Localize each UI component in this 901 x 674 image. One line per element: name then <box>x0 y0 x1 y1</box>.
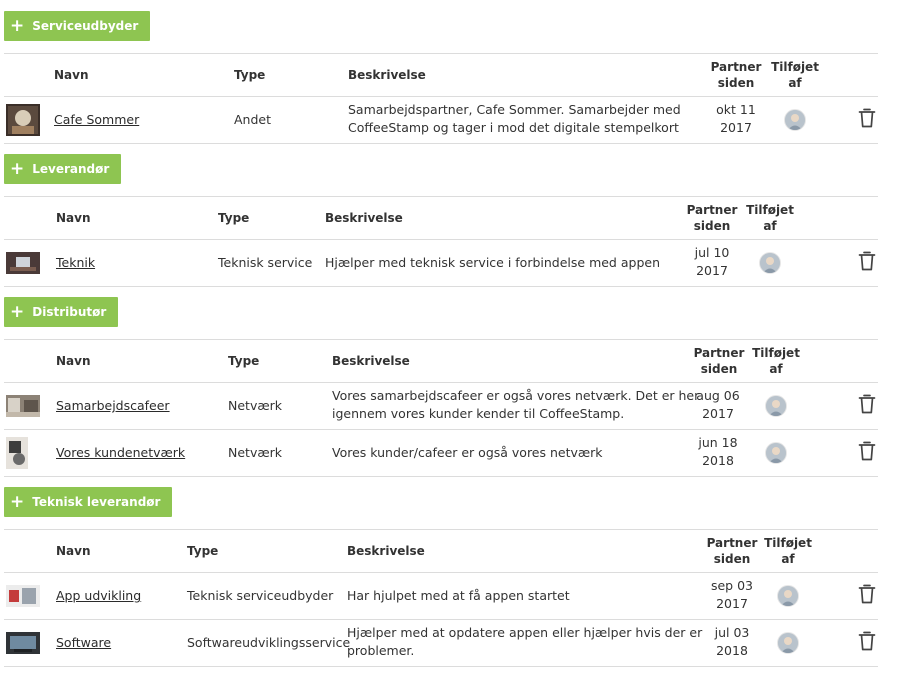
added-by-avatar[interactable] <box>784 109 806 131</box>
header-partner-siden <box>691 345 747 377</box>
description-line1: Samarbejdspartner, Cafe Sommer. Samarbejder med <box>348 102 681 117</box>
added-by-avatar[interactable] <box>777 632 799 654</box>
add-serviceudbyder-button[interactable] <box>4 11 150 41</box>
plus-icon: + <box>10 491 25 512</box>
add-teknisk-leverandor-button[interactable] <box>4 487 172 517</box>
header-tilfojet-line1: Tilføjet <box>771 60 819 74</box>
header-partner-line2: siden <box>713 552 751 566</box>
header-partner-line2: siden <box>700 362 738 376</box>
header-tilfojet-af <box>763 535 813 567</box>
partner-since-date <box>702 624 762 660</box>
partner-name-link[interactable]: Teknik <box>56 255 96 270</box>
header-tilfojet-line2: af <box>769 362 783 376</box>
date-line1: okt 11 <box>716 102 756 117</box>
header-partner-siden <box>708 59 764 91</box>
add-distributor-button[interactable] <box>4 297 118 327</box>
add-leverandor-button[interactable] <box>4 154 121 184</box>
description-line2: problemer. <box>347 643 415 658</box>
partner-thumbnail <box>6 585 40 607</box>
partner-thumbnail <box>6 632 40 654</box>
date-line2: 2017 <box>702 406 734 421</box>
header-navn: Navn <box>56 544 91 558</box>
header-tilfojet-line2: af <box>763 219 777 233</box>
header-tilfojet-line1: Tilføjet <box>764 536 812 550</box>
added-by-avatar[interactable] <box>777 585 799 607</box>
partner-name-link[interactable]: Software <box>56 635 112 650</box>
description-line2: CoffeeStamp og tager i mod det digitale stempelkort <box>348 120 679 135</box>
header-beskrivelse: Beskrivelse <box>348 68 426 82</box>
plus-icon: + <box>10 15 25 36</box>
description-line1: Vores samarbejdscafeer er også vores netværk. Det er her <box>332 388 700 403</box>
trash-icon[interactable] <box>858 584 876 604</box>
partner-type: Teknisk service <box>218 255 313 270</box>
trash-icon[interactable] <box>858 394 876 414</box>
header-partner-line1: Partner <box>706 536 758 550</box>
partner-since-date <box>702 577 762 613</box>
partner-thumbnail <box>6 395 40 417</box>
add-button-label: Serviceudbyder <box>32 19 139 33</box>
description-line2: igennem vores kunder kender til CoffeeStamp. <box>332 406 625 421</box>
header-navn: Navn <box>54 68 89 82</box>
date-line2: 2017 <box>716 596 748 611</box>
header-tilfojet-af <box>745 202 795 234</box>
date-line1: jul 10 <box>694 245 730 260</box>
header-partner-siden <box>704 535 760 567</box>
add-button-label: Leverandør <box>32 162 110 176</box>
header-partner-siden <box>684 202 740 234</box>
partner-thumbnail <box>6 437 28 469</box>
header-type: Type <box>234 68 266 82</box>
description-line1: Hjælper med at opdatere appen eller hjælper hvis der er <box>347 625 703 640</box>
header-tilfojet-line1: Tilføjet <box>752 346 800 360</box>
partner-type: Softwareudviklingsservice <box>187 635 351 650</box>
partner-type: Teknisk serviceudbyder <box>187 588 334 603</box>
partner-description: Hjælper med teknisk service i forbindelse med appen <box>325 255 660 270</box>
trash-icon[interactable] <box>858 251 876 271</box>
partner-description: Vores kunder/cafeer er også vores netværk <box>332 445 603 460</box>
partner-name-link[interactable]: Vores kundenetværk <box>56 445 186 460</box>
date-line2: 2017 <box>720 120 752 135</box>
table-row <box>4 620 878 667</box>
header-beskrivelse: Beskrivelse <box>325 211 403 225</box>
date-line1: sep 03 <box>710 578 754 593</box>
header-tilfojet-line2: af <box>788 76 802 90</box>
partner-table <box>4 529 878 667</box>
header-tilfojet-line2: af <box>781 552 795 566</box>
date-line2: 2018 <box>716 643 748 658</box>
partner-name-link[interactable]: Samarbejdscafeer <box>56 398 170 413</box>
added-by-avatar[interactable] <box>765 442 787 464</box>
table-row <box>4 573 878 620</box>
header-tilfojet-af <box>751 345 801 377</box>
partner-thumbnail <box>6 104 40 136</box>
header-tilfojet-line1: Tilføjet <box>746 203 794 217</box>
date-line1: jul 03 <box>714 625 750 640</box>
partner-since-date <box>688 387 748 423</box>
plus-icon: + <box>10 301 25 322</box>
partner-description <box>347 624 702 660</box>
table-row <box>4 383 878 430</box>
table-row <box>4 240 878 287</box>
date-line2: 2017 <box>696 263 728 278</box>
header-navn: Navn <box>56 354 91 368</box>
header-partner-line2: siden <box>693 219 731 233</box>
partner-type: Netværk <box>228 445 282 460</box>
header-beskrivelse: Beskrivelse <box>347 544 425 558</box>
table-header <box>4 340 878 383</box>
add-button-label: Teknisk leverandør <box>32 495 161 509</box>
header-partner-line2: siden <box>717 76 755 90</box>
partner-name-link[interactable]: Cafe Sommer <box>54 112 140 127</box>
header-type: Type <box>187 544 219 558</box>
trash-icon[interactable] <box>858 108 876 128</box>
added-by-avatar[interactable] <box>759 252 781 274</box>
date-line2: 2018 <box>702 453 734 468</box>
table-row <box>4 430 878 477</box>
header-partner-line1: Partner <box>686 203 738 217</box>
partner-since-date <box>688 434 748 470</box>
partner-table <box>4 53 878 144</box>
partner-type: Andet <box>234 112 271 127</box>
plus-icon: + <box>10 158 25 179</box>
added-by-avatar[interactable] <box>765 395 787 417</box>
partner-description: Har hjulpet med at få appen startet <box>347 588 570 603</box>
header-partner-line1: Partner <box>710 60 762 74</box>
date-line1: jun 18 <box>698 435 738 450</box>
table-header <box>4 197 878 240</box>
partner-since-date <box>682 244 742 280</box>
trash-icon[interactable] <box>858 441 876 461</box>
partner-table <box>4 196 878 287</box>
date-line1: aug 06 <box>696 388 740 403</box>
header-type: Type <box>228 354 260 368</box>
header-navn: Navn <box>56 211 91 225</box>
trash-icon[interactable] <box>858 631 876 651</box>
partner-thumbnail <box>6 252 40 274</box>
header-beskrivelse: Beskrivelse <box>332 354 410 368</box>
table-row <box>4 97 878 144</box>
partner-table <box>4 339 878 477</box>
header-partner-line1: Partner <box>693 346 745 360</box>
partner-type: Netværk <box>228 398 282 413</box>
header-type: Type <box>218 211 250 225</box>
header-tilfojet-af <box>770 59 820 91</box>
table-header <box>4 530 878 573</box>
partner-description <box>332 387 699 423</box>
partner-since-date <box>706 101 766 137</box>
partner-name-link[interactable]: App udvikling <box>56 588 142 603</box>
table-header <box>4 54 878 97</box>
partner-description <box>348 101 681 137</box>
add-button-label: Distributør <box>32 305 107 319</box>
